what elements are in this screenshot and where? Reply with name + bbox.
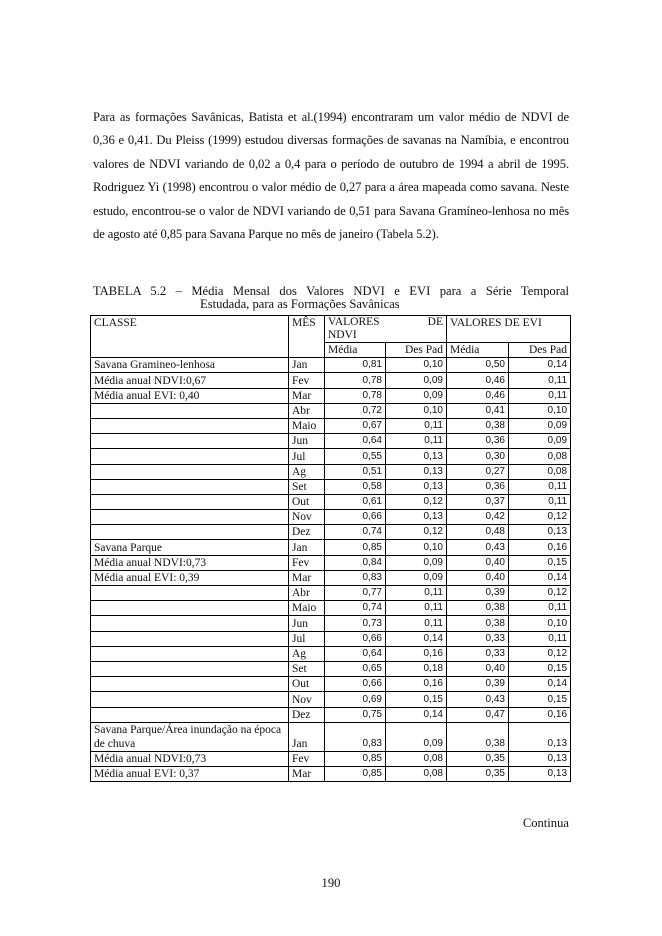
- month-cell: Set: [289, 479, 325, 494]
- ndvi-despad-cell: 0,09: [386, 555, 447, 570]
- month-cell: Jul: [289, 631, 325, 646]
- month-cell: Ag: [289, 464, 325, 479]
- evi-media-cell: 0,33: [447, 631, 509, 646]
- evi-despad-cell: 0,09: [509, 418, 571, 433]
- ndvi-media-cell: 0,81: [325, 358, 386, 373]
- class-cell: Média anual NDVI:0,73: [91, 751, 289, 766]
- evi-media-cell: 0,35: [447, 766, 509, 781]
- body-paragraph: Para as formações Savânicas, Batista et al.(1994) encontraram um valor médio de NDVI de 0,36 e 0,41. Du Pleiss (1999) estudou diversas formações de savanas na Namíbia, e encontrou valores de NDVI variando de 0,02 a 0,4 para o período de outubro de 1994 a abril de 1995. Rodriguez Yi (1998) encontrou o valor médio de 0,27 para a área mapeada como savana. Neste estudo, encontrou-se o valor de NDVI variando de 0,51 para Savana Gramíneo-lenhosa no mês de agosto até 0,85 para Savana Parque no mês de janeiro (Tabela 5.2).: [93, 110, 569, 242]
- ndvi-media-cell: 0,58: [325, 479, 386, 494]
- evi-media-cell: 0,36: [447, 434, 509, 449]
- ndvi-media-cell: 0,75: [325, 707, 386, 722]
- month-cell: Fev: [289, 751, 325, 766]
- class-cell: Savana Gramineo-lenhosa: [91, 358, 289, 373]
- class-cell: Média anual EVI: 0,39: [91, 570, 289, 585]
- evi-despad-cell: 0,10: [509, 616, 571, 631]
- month-cell: Jun: [289, 434, 325, 449]
- ndvi-media-cell: 0,78: [325, 388, 386, 403]
- evi-media-cell: 0,43: [447, 692, 509, 707]
- class-cell: [91, 494, 289, 509]
- ndvi-despad-cell: 0,13: [386, 510, 447, 525]
- evi-media-cell: 0,40: [447, 661, 509, 676]
- evi-despad-cell: 0,11: [509, 631, 571, 646]
- table-row: [91, 586, 571, 601]
- ndvi-media-cell: 0,66: [325, 510, 386, 525]
- evi-media-cell: 0,37: [447, 494, 509, 509]
- ndvi-media-cell: 0,83: [325, 722, 386, 751]
- evi-despad-cell: 0,08: [509, 449, 571, 464]
- month-cell: Mar: [289, 388, 325, 403]
- evi-despad-cell: 0,09: [509, 434, 571, 449]
- month-cell: Out: [289, 677, 325, 692]
- ndvi-media-cell: 0,55: [325, 449, 386, 464]
- evi-despad-cell: 0,13: [509, 722, 571, 751]
- class-cell: [91, 403, 289, 418]
- class-cell: [91, 449, 289, 464]
- class-cell: [91, 692, 289, 707]
- month-cell: Ag: [289, 646, 325, 661]
- table-row: [91, 418, 571, 433]
- evi-media-cell: 0,41: [447, 403, 509, 418]
- evi-media-cell: 0,50: [447, 358, 509, 373]
- subheader-evi-despad: Des Pad: [509, 343, 571, 358]
- ndvi-despad-cell: 0,12: [386, 525, 447, 540]
- ndvi-despad-cell: 0,10: [386, 540, 447, 555]
- ndvi-despad-cell: 0,11: [386, 616, 447, 631]
- class-cell: [91, 434, 289, 449]
- ndvi-despad-cell: 0,11: [386, 418, 447, 433]
- evi-despad-cell: 0,12: [509, 510, 571, 525]
- evi-media-cell: 0,38: [447, 722, 509, 751]
- evi-despad-cell: 0,11: [509, 494, 571, 509]
- evi-media-cell: 0,38: [447, 418, 509, 433]
- ndvi-despad-cell: 0,14: [386, 631, 447, 646]
- evi-despad-cell: 0,11: [509, 601, 571, 616]
- ndvi-despad-cell: 0,08: [386, 766, 447, 781]
- ndvi-despad-cell: 0,08: [386, 751, 447, 766]
- subheader-evi-media: Média: [447, 343, 509, 358]
- table-row: [91, 707, 571, 722]
- class-cell: [91, 510, 289, 525]
- evi-media-cell: 0,35: [447, 751, 509, 766]
- table-row: [91, 631, 571, 646]
- table-caption: [93, 285, 569, 311]
- table-row: [91, 661, 571, 676]
- table-row: [91, 403, 571, 418]
- subheader-ndvi-despad: Des Pad: [386, 343, 447, 358]
- class-cell: Savana Parque/Área inundação na época de chuva: [91, 722, 289, 751]
- evi-media-cell: 0,38: [447, 616, 509, 631]
- evi-despad-cell: 0,10: [509, 403, 571, 418]
- evi-despad-cell: 0,14: [509, 677, 571, 692]
- table-row: [91, 722, 571, 751]
- evi-despad-cell: 0,13: [509, 525, 571, 540]
- page-number: 190: [321, 876, 341, 890]
- month-cell: Maio: [289, 418, 325, 433]
- ndvi-despad-cell: 0,11: [386, 434, 447, 449]
- table-row: [91, 692, 571, 707]
- class-cell: Média anual NDVI:0,73: [91, 555, 289, 570]
- ndvi-media-cell: 0,61: [325, 494, 386, 509]
- evi-media-cell: 0,43: [447, 540, 509, 555]
- evi-media-cell: 0,40: [447, 555, 509, 570]
- evi-despad-cell: 0,16: [509, 707, 571, 722]
- class-cell: Média anual EVI: 0,40: [91, 388, 289, 403]
- month-cell: Dez: [289, 525, 325, 540]
- ndvi-despad-cell: 0,13: [386, 449, 447, 464]
- header-valores-ndvi-de: DE: [427, 316, 443, 328]
- evi-despad-cell: 0,13: [509, 751, 571, 766]
- ndvi-despad-cell: 0,10: [386, 403, 447, 418]
- class-cell: [91, 601, 289, 616]
- table-row: [91, 494, 571, 509]
- evi-media-cell: 0,33: [447, 646, 509, 661]
- ndvi-despad-cell: 0,14: [386, 707, 447, 722]
- class-cell: [91, 616, 289, 631]
- month-cell: Out: [289, 494, 325, 509]
- table-row: [91, 479, 571, 494]
- evi-media-cell: 0,42: [447, 510, 509, 525]
- evi-despad-cell: 0,14: [509, 358, 571, 373]
- subheader-ndvi-media: Média: [325, 343, 386, 358]
- ndvi-evi-table: [90, 315, 571, 782]
- ndvi-despad-cell: 0,10: [386, 358, 447, 373]
- class-cell: [91, 479, 289, 494]
- header-classe: CLASSE: [91, 316, 289, 358]
- ndvi-despad-cell: 0,09: [386, 570, 447, 585]
- month-cell: Fev: [289, 555, 325, 570]
- table-row: [91, 540, 571, 555]
- table-row: [91, 646, 571, 661]
- evi-despad-cell: 0,16: [509, 540, 571, 555]
- header-mes: MÊS: [289, 316, 325, 358]
- table-caption-line-2: Estudada, para as Formações Savânicas: [200, 297, 400, 311]
- table-row: [91, 525, 571, 540]
- table-row: [91, 677, 571, 692]
- table-row: [91, 616, 571, 631]
- ndvi-media-cell: 0,74: [325, 601, 386, 616]
- ndvi-media-cell: 0,69: [325, 692, 386, 707]
- table-row: [91, 601, 571, 616]
- month-cell: Mar: [289, 570, 325, 585]
- month-cell: Nov: [289, 510, 325, 525]
- evi-media-cell: 0,46: [447, 373, 509, 388]
- evi-despad-cell: 0,11: [509, 388, 571, 403]
- month-cell: Jan: [289, 722, 325, 751]
- table-row: [91, 449, 571, 464]
- month-cell: Abr: [289, 586, 325, 601]
- ndvi-media-cell: 0,65: [325, 661, 386, 676]
- class-cell: [91, 646, 289, 661]
- evi-despad-cell: 0,14: [509, 570, 571, 585]
- continua-label: Continua: [522, 816, 569, 830]
- month-cell: Jun: [289, 616, 325, 631]
- evi-media-cell: 0,38: [447, 601, 509, 616]
- ndvi-despad-cell: 0,09: [386, 722, 447, 751]
- table-row: [91, 570, 571, 585]
- ndvi-media-cell: 0,64: [325, 434, 386, 449]
- ndvi-media-cell: 0,51: [325, 464, 386, 479]
- ndvi-media-cell: 0,85: [325, 766, 386, 781]
- ndvi-media-cell: 0,67: [325, 418, 386, 433]
- evi-despad-cell: 0,12: [509, 586, 571, 601]
- evi-media-cell: 0,27: [447, 464, 509, 479]
- ndvi-despad-cell: 0,09: [386, 373, 447, 388]
- table-row: [91, 434, 571, 449]
- class-cell: [91, 661, 289, 676]
- header-valores-ndvi-word: VALORES: [328, 316, 380, 328]
- ndvi-media-cell: 0,73: [325, 616, 386, 631]
- month-cell: Abr: [289, 403, 325, 418]
- ndvi-media-cell: 0,77: [325, 586, 386, 601]
- ndvi-media-cell: 0,64: [325, 646, 386, 661]
- table-row: [91, 388, 571, 403]
- month-cell: Jan: [289, 540, 325, 555]
- evi-despad-cell: 0,15: [509, 555, 571, 570]
- evi-media-cell: 0,39: [447, 586, 509, 601]
- evi-media-cell: 0,39: [447, 677, 509, 692]
- evi-despad-cell: 0,11: [509, 479, 571, 494]
- evi-media-cell: 0,47: [447, 707, 509, 722]
- class-cell: [91, 677, 289, 692]
- table-row: [91, 510, 571, 525]
- ndvi-media-cell: 0,72: [325, 403, 386, 418]
- table-row: [91, 464, 571, 479]
- header-ndvi-word: NDVI: [328, 329, 357, 341]
- evi-media-cell: 0,30: [447, 449, 509, 464]
- header-valores-evi: VALORES DE EVI: [447, 316, 571, 343]
- ndvi-media-cell: 0,85: [325, 751, 386, 766]
- class-cell: [91, 586, 289, 601]
- table-row: [91, 555, 571, 570]
- ndvi-media-cell: 0,66: [325, 677, 386, 692]
- month-cell: Set: [289, 661, 325, 676]
- month-cell: Jul: [289, 449, 325, 464]
- ndvi-despad-cell: 0,11: [386, 586, 447, 601]
- month-cell: Fev: [289, 373, 325, 388]
- ndvi-despad-cell: 0,16: [386, 646, 447, 661]
- ndvi-despad-cell: 0,09: [386, 388, 447, 403]
- class-cell: [91, 525, 289, 540]
- evi-media-cell: 0,46: [447, 388, 509, 403]
- month-cell: Nov: [289, 692, 325, 707]
- table-row: [91, 766, 571, 781]
- evi-despad-cell: 0,15: [509, 692, 571, 707]
- class-cell: [91, 631, 289, 646]
- ndvi-despad-cell: 0,13: [386, 479, 447, 494]
- evi-despad-cell: 0,12: [509, 646, 571, 661]
- ndvi-despad-cell: 0,16: [386, 677, 447, 692]
- ndvi-despad-cell: 0,18: [386, 661, 447, 676]
- ndvi-media-cell: 0,83: [325, 570, 386, 585]
- class-cell: Média anual EVI: 0,37: [91, 766, 289, 781]
- header-valores-ndvi: [325, 316, 447, 343]
- evi-media-cell: 0,36: [447, 479, 509, 494]
- ndvi-despad-cell: 0,13: [386, 464, 447, 479]
- ndvi-media-cell: 0,85: [325, 540, 386, 555]
- class-cell: Savana Parque: [91, 540, 289, 555]
- class-cell: Média anual NDVI:0,67: [91, 373, 289, 388]
- ndvi-despad-cell: 0,11: [386, 601, 447, 616]
- table-row: [91, 751, 571, 766]
- month-cell: Jan: [289, 358, 325, 373]
- ndvi-despad-cell: 0,15: [386, 692, 447, 707]
- evi-despad-cell: 0,11: [509, 373, 571, 388]
- evi-media-cell: 0,48: [447, 525, 509, 540]
- ndvi-despad-cell: 0,12: [386, 494, 447, 509]
- month-cell: Mar: [289, 766, 325, 781]
- class-cell: [91, 418, 289, 433]
- ndvi-media-cell: 0,74: [325, 525, 386, 540]
- class-cell: [91, 707, 289, 722]
- table-row: [91, 358, 571, 373]
- table-caption-line-1: TABELA 5.2 – Média Mensal dos Valores NDVI e EVI para a Série Temporal: [93, 284, 569, 298]
- evi-despad-cell: 0,13: [509, 766, 571, 781]
- table-header-row: [91, 316, 571, 343]
- evi-despad-cell: 0,15: [509, 661, 571, 676]
- ndvi-media-cell: 0,78: [325, 373, 386, 388]
- class-cell: [91, 464, 289, 479]
- month-cell: Dez: [289, 707, 325, 722]
- evi-media-cell: 0,40: [447, 570, 509, 585]
- ndvi-media-cell: 0,66: [325, 631, 386, 646]
- month-cell: Maio: [289, 601, 325, 616]
- table-row: [91, 373, 571, 388]
- evi-despad-cell: 0,08: [509, 464, 571, 479]
- ndvi-media-cell: 0,84: [325, 555, 386, 570]
